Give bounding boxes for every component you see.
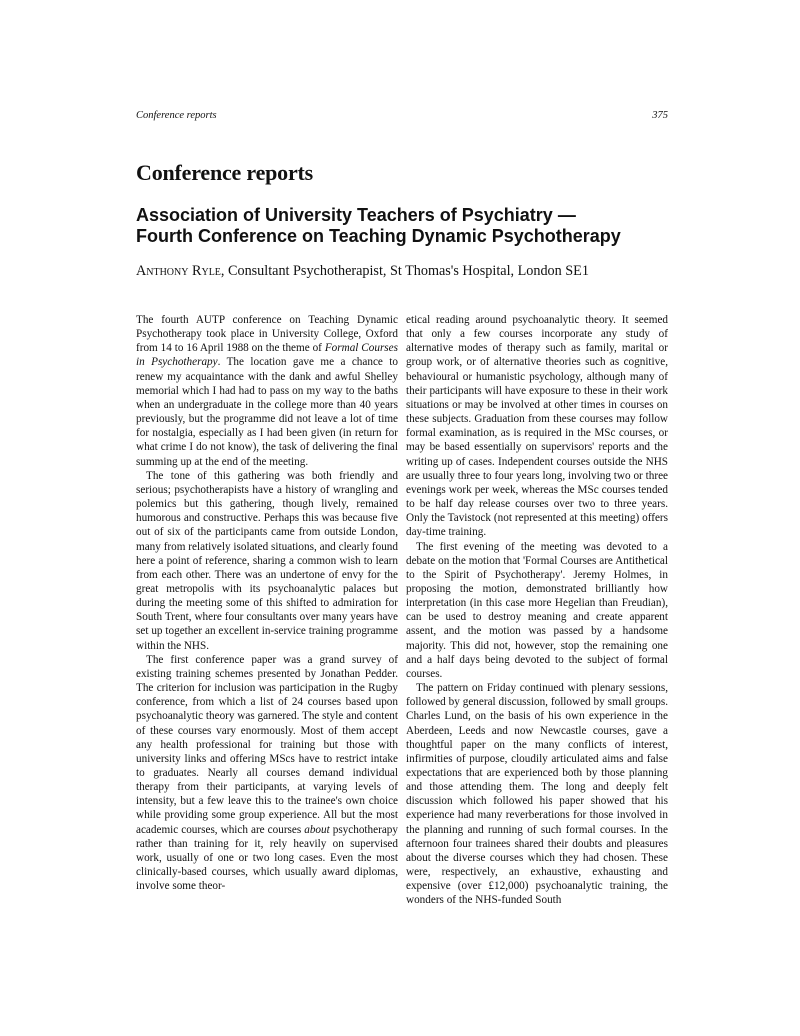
paragraph-1-text-a: The fourth AUTP conference on Teaching Dynamic Psychotherapy took place in University College, Oxford from 14 to 16 April 1988 on the theme of xyxy=(136,314,398,355)
author-affiliation: , Consultant Psychotherapist, St Thomas's Hospital, London SE1 xyxy=(220,263,589,279)
paragraph-1-text-b: . The location gave me a chance to renew my acquaintance with the dank and awful Shelley memorial which I had had to pass on my way to the baths when an undergraduate in the college more than 40 years previously, but the programme did not leave a lot of time for nostalgia, especially as I had been given (in return for what crime I do not know), the task of delivering the final summing up at the end of the meeting. xyxy=(136,356,398,468)
author-name: Anthony Ryle xyxy=(136,263,221,279)
paragraph-4: etical reading around psychoanalytic theory. It seemed that only a few courses incorporate any study of alternative modes of therapy such as family, marital or group work, or of alternative theories such as cognitive, behavioural or humanistic psychology, although many of their participants will have exposure to these in their work situations or may be involved at other times in courses on these subjects. Graduation from these courses may follow formal examination, as is required in the MSc courses, or may be based essentially on supervisors' reports and the writing up of cases. Independent courses outside the NHS are usually three to four years long, involving two or three evenings work per week, whereas the MSc courses tended to be half day release courses over two to three years. Only the Tavistock (not represented at this meeting) offers day-time training. xyxy=(406,314,668,539)
paragraph-6: The pattern on Friday continued with plenary sessions, followed by general discussion, followed by small groups. Charles Lund, on the basis of his own experience in the Aberdeen, Leeds and now Newcastle courses, gave a thoughtful paper on the many conflicts of interest, infirmities of purpose, cloudily articulated aims and false expectations that are experienced both by those planning and those attending them. The long and deeply felt discussion which followed his paper showed that his experience had many reverberations for those involved in the planning and running of such formal courses. In the afternoon four trainees shared their doubts and pleasures about the diverse courses which they had chosen. These were, respectively, an exhaustive, exhausting and expensive (over £12,000) psychoanalytic training, the wonders of the NHS-funded South xyxy=(406,682,668,907)
section-title: Conference reports xyxy=(136,160,314,185)
paragraph-3-text-a: The first conference paper was a grand survey of existing training schemes presented by Jonathan Pedder. The criterion for inclusion was participation in the Rugby conference, from which a list of 24 courses based upon psychoanalytic theory was garnered. The style and content of these courses vary enormously. Most of them accept any health professional for training but those with university links and offering MScs have to restrict intake to graduates. Nearly all courses demand individual therapy from their participants, at varying levels of intensity, but a few leave this to the trainee's own choice while providing some group experience. All but the most academic courses, which are courses xyxy=(136,653,398,836)
article-title-line-1: Association of University Teachers of Psychiatry — xyxy=(136,205,576,225)
page-number: 375 xyxy=(652,110,668,121)
paragraph-1 xyxy=(136,313,398,469)
paragraph-5: The first evening of the meeting was devoted to a debate on the motion that 'Formal Courses are Antithetical to the Spirit of Psychotherapy'. Jeremy Holmes, in proposing the motion, demonstrated brilliantly how interpretation (in this case more Hegelian than Freudian), can be used to destroy meaning and create apparent assent, and the motion was passed by a handsome majority. This did not, however, stop the remaining one and a half days being devoted to the subject of formal courses. xyxy=(406,540,668,680)
paragraph-3-text-b: psychotherapy rather than training for it, rely heavily on supervised work, usually of one or two long cases. Even the most clinically-based courses, which usually award diplomas, involve some theor- xyxy=(136,823,398,893)
paragraph-3 xyxy=(136,653,398,894)
byline xyxy=(136,263,696,280)
article-title-line-2: Fourth Conference on Teaching Dynamic Psychotherapy xyxy=(136,226,621,246)
right-column xyxy=(406,313,668,908)
paragraph-2: The tone of this gathering was both friendly and serious; psychotherapists have a history of wrangling and polemics but this gathering, though lively, remained humorous and constructive. Perhaps this was because five out of six of the participants came from outside London, many from relatively isolated situations, and clearly found here a point of reference, sharing a common wish to learn from each other. There was an undertone of envy for the great metropolis with its psychoanalytic palaces but during the meeting some of this shifted to admiration for South Trent, where four consultants over many years have set up together an excellent in-service training programme within the NHS. xyxy=(136,469,398,652)
article-title xyxy=(136,205,696,247)
left-column xyxy=(136,313,398,893)
paragraph-1-italic: Formal Courses in Psychotherapy xyxy=(136,342,398,369)
running-head-title: Conference reports xyxy=(136,110,217,121)
running-head xyxy=(136,110,668,126)
paragraph-3-italic: about xyxy=(304,823,330,836)
